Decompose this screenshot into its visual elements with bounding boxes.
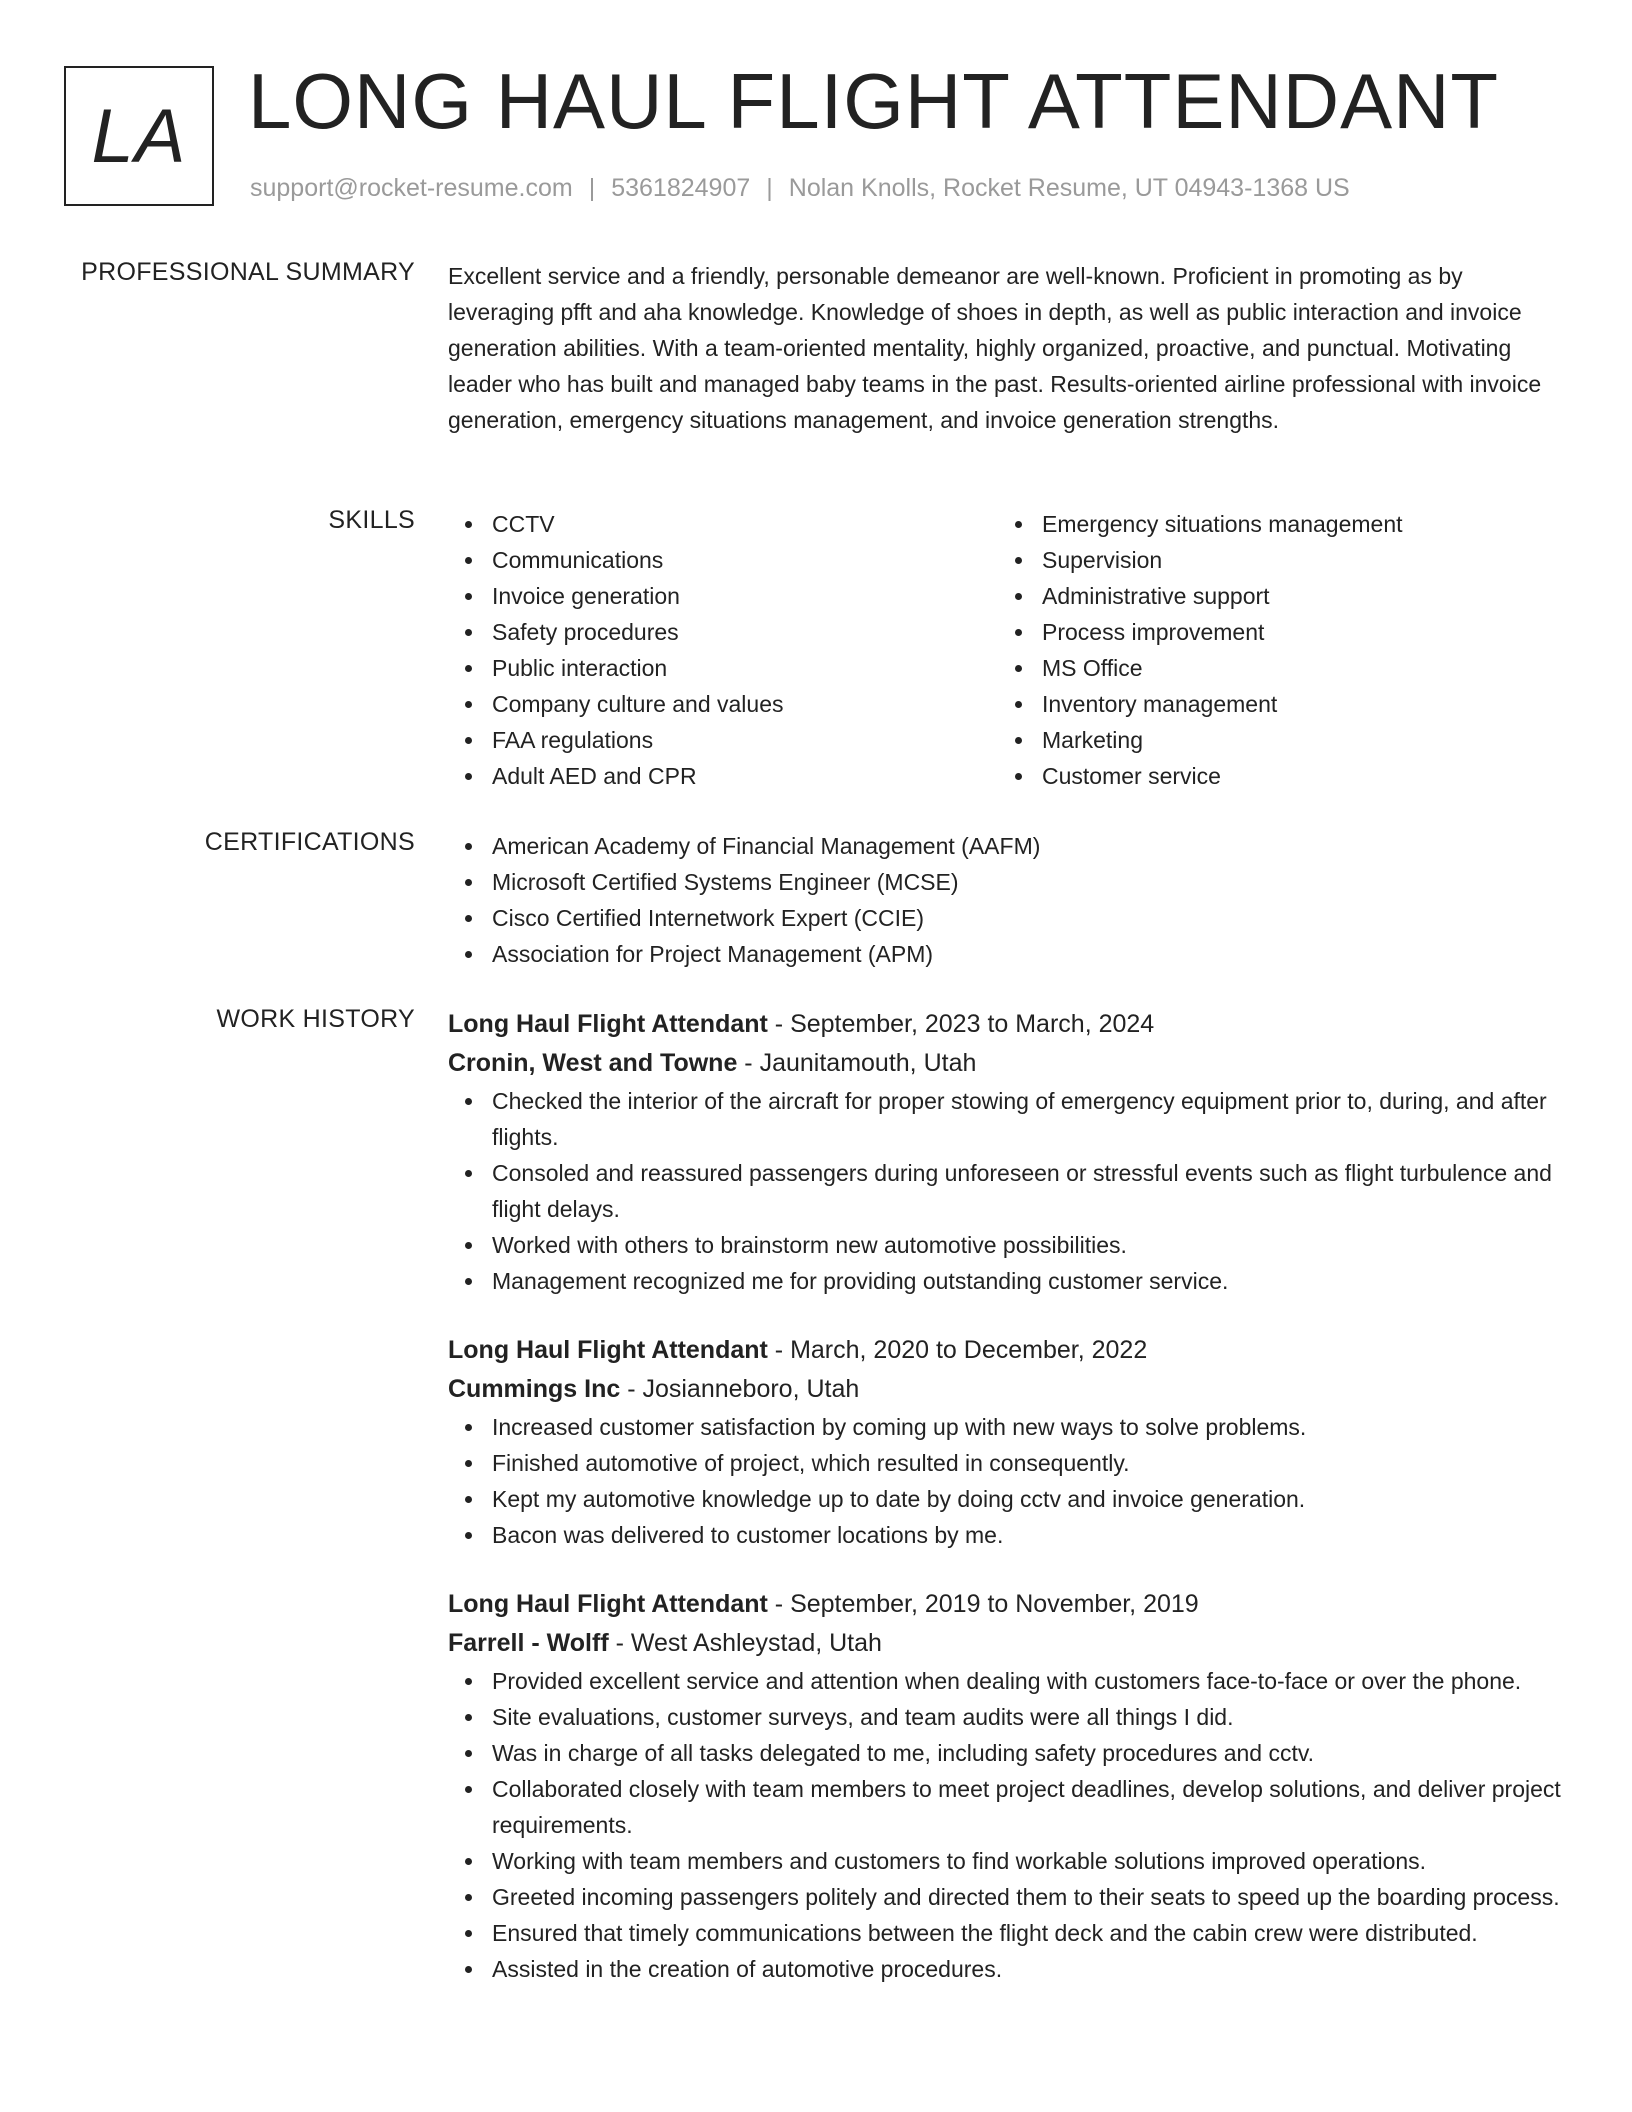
job-duty-item: Greeted incoming passengers politely and directed them to their seats to speed up the boarding process. xyxy=(448,1879,1573,1915)
job-duty-item: Consoled and reassured passengers during unforeseen or stressful events such as flight turbulence and flight delays. xyxy=(448,1155,1573,1227)
job-title-line xyxy=(448,1331,1573,1370)
contact-separator: | xyxy=(766,174,773,202)
monogram-box xyxy=(64,66,214,206)
resume-title: LONG HAUL FLIGHT ATTENDANT xyxy=(248,57,1500,145)
job-duties-list xyxy=(448,1409,1573,1553)
skill-item: Administrative support xyxy=(998,578,1548,614)
contact-phone: 5361824907 xyxy=(611,174,751,202)
monogram-initials: LA xyxy=(91,93,187,179)
job-duties-list xyxy=(448,1663,1573,1987)
summary-heading: PROFESSIONAL SUMMARY xyxy=(81,258,415,286)
job-company: Cummings Inc xyxy=(448,1375,621,1403)
job-dates: - September, 2019 to November, 2019 xyxy=(767,1590,1199,1618)
certification-item: Cisco Certified Internetwork Expert (CCIE) xyxy=(448,900,1573,936)
job-duty-item: Increased customer satisfaction by coming up with new ways to solve problems. xyxy=(448,1409,1573,1445)
certification-item: Microsoft Certified Systems Engineer (MCSE) xyxy=(448,864,1573,900)
job-duty-item: Kept my automotive knowledge up to date by doing cctv and invoice generation. xyxy=(448,1481,1573,1517)
skill-item: Invoice generation xyxy=(448,578,998,614)
job-duty-item: Checked the interior of the aircraft for proper stowing of emergency equipment prior to, during, and after flights. xyxy=(448,1083,1573,1155)
job-entry xyxy=(448,1585,1573,1987)
job-company-line xyxy=(448,1044,1573,1083)
skill-item: Company culture and values xyxy=(448,686,998,722)
job-entry xyxy=(448,1331,1573,1553)
certifications-heading: CERTIFICATIONS xyxy=(204,828,415,856)
job-company: Cronin, West and Towne xyxy=(448,1049,738,1077)
job-duty-item: Site evaluations, customer surveys, and team audits were all things I did. xyxy=(448,1699,1573,1735)
skill-item: CCTV xyxy=(448,506,998,542)
skill-item: Adult AED and CPR xyxy=(448,758,998,794)
skill-item: Public interaction xyxy=(448,650,998,686)
skill-item: Emergency situations management xyxy=(998,506,1548,542)
job-duty-item: Finished automotive of project, which resulted in consequently. xyxy=(448,1445,1573,1481)
job-duty-item: Ensured that timely communications between the flight deck and the cabin crew were distributed. xyxy=(448,1915,1573,1951)
job-entry xyxy=(448,1005,1573,1299)
job-title: Long Haul Flight Attendant xyxy=(448,1590,768,1618)
skills-heading: SKILLS xyxy=(328,506,415,534)
contact-separator: | xyxy=(588,174,596,202)
skill-item: Inventory management xyxy=(998,686,1548,722)
job-duty-item: Bacon was delivered to customer locations by me. xyxy=(448,1517,1573,1553)
skills-list-right xyxy=(998,506,1548,794)
summary-text: Excellent service and a friendly, personable demeanor are well-known. Proficient in promoting as by leveraging pfft and aha knowledge. Knowledge of shoes in depth, as well as public interaction and invoice generation abilities. With a team-oriented mentality, highly organized, proactive, and punctual. Motivating leader who has built and managed baby teams in the past. Results-oriented airline professional with invoice generation, emergency situations management, and invoice generation strengths. xyxy=(448,263,1542,433)
job-duty-item: Was in charge of all tasks delegated to me, including safety procedures and cctv. xyxy=(448,1735,1573,1771)
job-duty-item: Assisted in the creation of automotive procedures. xyxy=(448,1951,1573,1987)
job-company: Farrell - Wolff xyxy=(448,1629,609,1657)
job-title: Long Haul Flight Attendant xyxy=(448,1010,768,1038)
certifications-list xyxy=(448,828,1573,972)
skill-item: Communications xyxy=(448,542,998,578)
contact-address: Nolan Knolls, Rocket Resume, UT 04943-1368 US xyxy=(788,174,1350,202)
job-location: - West Ashleystad, Utah xyxy=(608,1629,882,1657)
job-duty-item: Worked with others to brainstorm new automotive possibilities. xyxy=(448,1227,1573,1263)
skill-item: Process improvement xyxy=(998,614,1548,650)
skill-item: Supervision xyxy=(998,542,1548,578)
job-company-line xyxy=(448,1624,1573,1663)
job-title-line xyxy=(448,1005,1573,1044)
skill-item: Customer service xyxy=(998,758,1548,794)
job-duty-item: Management recognized me for providing outstanding customer service. xyxy=(448,1263,1573,1299)
job-duties-list xyxy=(448,1083,1573,1299)
contact-line xyxy=(250,174,1350,203)
skill-item: MS Office xyxy=(998,650,1548,686)
job-duty-item: Collaborated closely with team members to meet project deadlines, develop solutions, and deliver project requirements. xyxy=(448,1771,1573,1843)
job-duty-item: Provided excellent service and attention when dealing with customers face-to-face or over the phone. xyxy=(448,1663,1573,1699)
work-history-heading: WORK HISTORY xyxy=(216,1005,415,1033)
skill-item: FAA regulations xyxy=(448,722,998,758)
certification-item: American Academy of Financial Management (AAFM) xyxy=(448,828,1573,864)
job-title-line xyxy=(448,1585,1573,1624)
contact-email: support@rocket-resume.com xyxy=(250,174,573,202)
certification-item: Association for Project Management (APM) xyxy=(448,936,1573,972)
skills-list-left xyxy=(448,506,998,794)
job-company-line xyxy=(448,1370,1573,1409)
skill-item: Marketing xyxy=(998,722,1548,758)
job-dates: - March, 2020 to December, 2022 xyxy=(767,1336,1148,1364)
job-title: Long Haul Flight Attendant xyxy=(448,1336,768,1364)
job-dates: - September, 2023 to March, 2024 xyxy=(767,1010,1155,1038)
job-location: - Jaunitamouth, Utah xyxy=(737,1049,977,1077)
job-location: - Josianneboro, Utah xyxy=(620,1375,860,1403)
skill-item: Safety procedures xyxy=(448,614,998,650)
job-duty-item: Working with team members and customers to find workable solutions improved operations. xyxy=(448,1843,1573,1879)
